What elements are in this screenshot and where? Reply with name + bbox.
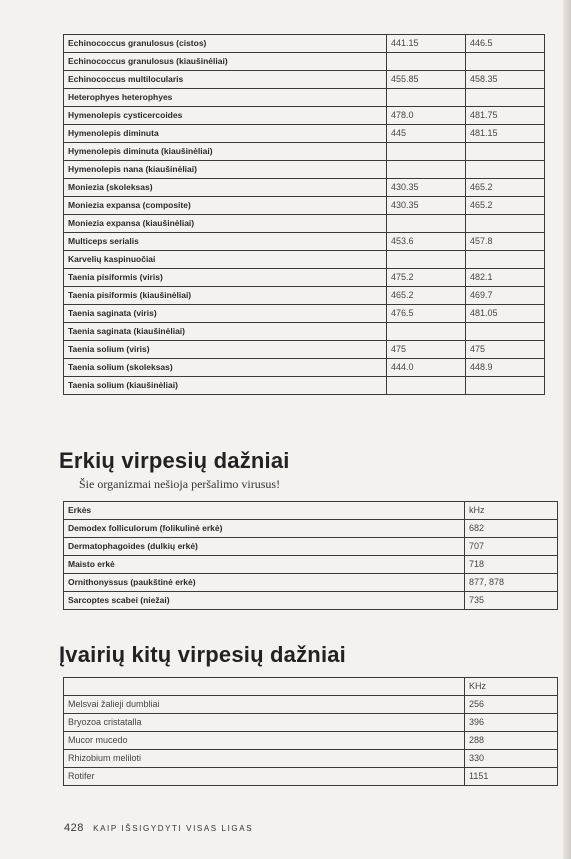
frequency-low-cell: 475.2 [387,269,466,287]
frequency-low-cell: 430.35 [387,197,466,215]
frequency-low-cell: 475 [387,341,466,359]
frequency-low-cell [387,143,466,161]
frequency-low-cell: 445 [387,125,466,143]
frequency-low-cell: 465.2 [387,287,466,305]
organism-name-cell: Taenia pisiformis (viris) [64,269,387,287]
frequency-cell: 1151 [465,768,558,786]
table-row [64,143,545,161]
table-row [64,89,545,107]
organism-name-cell: Hymenolepis diminuta (kiaušinėliai) [64,143,387,161]
frequency-low-cell: 478.0 [387,107,466,125]
frequency-high-cell: 481.15 [466,125,545,143]
organism-name-cell: Dermatophagoides (dulkių erkė) [64,538,465,556]
table-row [64,215,545,233]
organism-name-cell: Sarcoptes scabei (niežai) [64,592,465,610]
frequency-high-cell [466,53,545,71]
header-unit-cell: KHz [465,678,558,696]
organism-name-cell: Taenia saginata (viris) [64,305,387,323]
table-row [64,233,545,251]
organism-name-cell: Maisto erkė [64,556,465,574]
frequency-low-cell: 430.35 [387,179,466,197]
organism-name-cell: Mucor mucedo [64,732,465,750]
frequency-low-cell [387,377,466,395]
table-row [64,269,545,287]
table-row [64,696,558,714]
table-row [64,251,545,269]
table-row [64,768,558,786]
organism-name-cell: Heterophyes heterophyes [64,89,387,107]
organism-name-cell: Karvelių kaspinuočiai [64,251,387,269]
frequency-cell: 718 [465,556,558,574]
organism-name-cell: Echinococcus granulosus (cistos) [64,35,387,53]
frequency-high-cell: 475 [466,341,545,359]
frequency-high-cell: 465.2 [466,179,545,197]
table-row [64,287,545,305]
page-footer [64,822,253,834]
frequency-high-cell: 465.2 [466,197,545,215]
mites-table-body [64,520,558,610]
table-row [64,197,545,215]
frequency-cell: 735 [465,592,558,610]
table-header-row [64,502,558,520]
frequency-low-cell [387,323,466,341]
table-row [64,359,545,377]
organism-name-cell: Bryozoa cristatalla [64,714,465,732]
organism-name-cell: Hymenolepis nana (kiaušinėliai) [64,161,387,179]
frequency-high-cell: 482.1 [466,269,545,287]
table-row [64,592,558,610]
header-unit-cell: kHz [465,502,558,520]
table-row [64,53,545,71]
frequency-cell: 682 [465,520,558,538]
parasite-table-body [64,35,545,395]
parasite-frequency-table [63,34,545,395]
table-row [64,538,558,556]
frequency-cell: 256 [465,696,558,714]
table-row [64,305,545,323]
frequency-high-cell [466,323,545,341]
table-row [64,714,558,732]
table-row [64,520,558,538]
frequency-low-cell: 455.85 [387,71,466,89]
organism-name-cell: Taenia pisiformis (kiaušinėliai) [64,287,387,305]
frequency-high-cell: 481.05 [466,305,545,323]
header-name-cell [64,678,465,696]
frequency-low-cell: 441.15 [387,35,466,53]
table-row [64,732,558,750]
organism-name-cell: Hymenolepis cysticercoides [64,107,387,125]
table-row [64,323,545,341]
table-header-row [64,678,558,696]
table-row [64,341,545,359]
frequency-high-cell [466,143,545,161]
frequency-low-cell: 444.0 [387,359,466,377]
table-row [64,35,545,53]
page-number: 428 [64,822,84,834]
frequency-high-cell: 448.9 [466,359,545,377]
organism-name-cell: Echinococcus granulosus (kiaušinėliai) [64,53,387,71]
frequency-low-cell: 453.6 [387,233,466,251]
frequency-cell: 288 [465,732,558,750]
table-row [64,125,545,143]
other-table-body [64,696,558,786]
organism-name-cell: Rhizobium meliloti [64,750,465,768]
frequency-high-cell: 446.5 [466,35,545,53]
mites-section-heading: Erkių virpesių dažniai [59,448,290,473]
frequency-cell: 396 [465,714,558,732]
table-row [64,556,558,574]
table-row [64,161,545,179]
frequency-high-cell: 481.75 [466,107,545,125]
organism-name-cell: Moniezia expansa (kiaušinėliai) [64,215,387,233]
frequency-high-cell [466,161,545,179]
frequency-cell: 707 [465,538,558,556]
frequency-high-cell [466,377,545,395]
organism-name-cell: Rotifer [64,768,465,786]
frequency-high-cell [466,251,545,269]
table-row [64,574,558,592]
frequency-high-cell [466,215,545,233]
header-name-cell: Erkės [64,502,465,520]
table-row [64,179,545,197]
organism-name-cell: Ornithonyssus (paukštinė erkė) [64,574,465,592]
frequency-low-cell [387,251,466,269]
table-row [64,750,558,768]
frequency-low-cell [387,161,466,179]
frequency-low-cell [387,53,466,71]
organism-name-cell: Taenia solium (viris) [64,341,387,359]
running-title: KAIP IŠSIGYDYTI VISAS LIGAS [93,824,254,833]
table-row [64,71,545,89]
other-section-heading: Įvairių kitų virpesių dažniai [59,642,346,667]
frequency-high-cell [466,89,545,107]
frequency-high-cell: 458.35 [466,71,545,89]
frequency-high-cell: 469.7 [466,287,545,305]
organism-name-cell: Taenia solium (skoleksas) [64,359,387,377]
mites-frequency-table [63,501,558,610]
organism-name-cell: Demodex folliculorum (folikulinė erkė) [64,520,465,538]
frequency-cell: 877, 878 [465,574,558,592]
frequency-cell: 330 [465,750,558,768]
frequency-low-cell [387,215,466,233]
page-edge-shadow [563,0,571,859]
organism-name-cell: Taenia solium (kiaušinėliai) [64,377,387,395]
organism-name-cell: Melsvai žalieji dumbliai [64,696,465,714]
organism-name-cell: Moniezia expansa (composite) [64,197,387,215]
organism-name-cell: Multiceps serialis [64,233,387,251]
frequency-low-cell: 476.5 [387,305,466,323]
frequency-low-cell [387,89,466,107]
table-row [64,377,545,395]
organism-name-cell: Echinococcus multilocularis [64,71,387,89]
frequency-high-cell: 457.8 [466,233,545,251]
table-row [64,107,545,125]
organism-name-cell: Taenia saginata (kiaušinėliai) [64,323,387,341]
mites-section-subtitle: Šie organizmai nešioja peršalimo virusus! [79,477,281,491]
other-frequency-table [63,677,558,786]
organism-name-cell: Moniezia (skoleksas) [64,179,387,197]
organism-name-cell: Hymenolepis diminuta [64,125,387,143]
